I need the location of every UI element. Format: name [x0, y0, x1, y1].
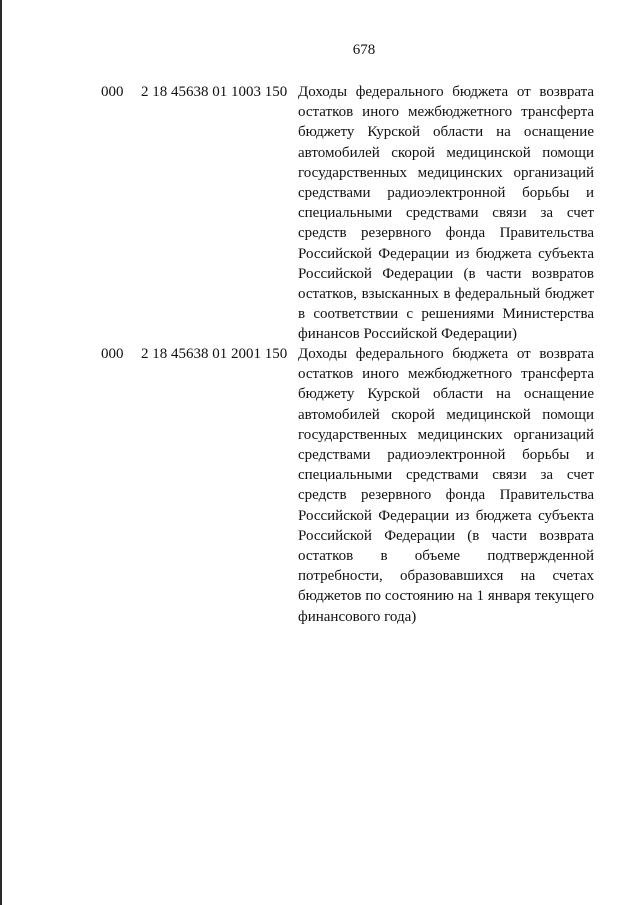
description-line: автомобилей скорой медицинской помощи [298, 144, 594, 161]
description-line: специальными средствами связи за счет [298, 467, 594, 484]
description-line: Российской Федерации (в части возвратов [298, 265, 594, 282]
description-line: Российской Федерации (в части возврата [298, 527, 594, 544]
description-line: остатков в объеме подтвержденной [298, 548, 594, 565]
description-line: государственных медицинских организаций [298, 426, 594, 443]
description-line: специальными средствами связи за счет [298, 205, 594, 222]
description-line: Российской Федерации из бюджета субъекта [298, 245, 594, 262]
description-line: средствами радиоэлектронной борьбы и [298, 447, 594, 464]
income-description [298, 344, 594, 627]
description-line: Доходы федерального бюджета от возврата [298, 84, 594, 100]
page-number: 678 [352, 42, 376, 58]
description-line: остатков иного межбюджетного трансферта [298, 104, 594, 121]
description-line: остатков, взысканных в федеральный бюджет [298, 286, 594, 303]
description-line: автомобилей скорой медицинской помощи [298, 406, 594, 423]
administrator-code: 000 [101, 84, 124, 100]
description-line: средств резервного фонда Правительства [298, 487, 594, 504]
budget-classification-code: 2 18 45638 01 2001 150 [141, 346, 288, 362]
description-line: финансового года) [298, 608, 417, 625]
income-description [298, 82, 594, 345]
description-line: бюджету Курской области на оснащение [298, 386, 594, 403]
description-line: финансов Российской Федерации) [298, 326, 517, 343]
income-code-entry [0, 82, 640, 344]
description-line: в соответствии с решениями Министерства [298, 306, 594, 323]
description-line: Российской Федерации из бюджета субъекта [298, 507, 594, 524]
description-line: потребности, образовавшихся на счетах [298, 568, 594, 585]
description-line: Доходы федерального бюджета от возврата [298, 346, 594, 362]
description-line: средствами радиоэлектронной борьбы и [298, 185, 594, 202]
administrator-code: 000 [101, 346, 124, 362]
income-codes-list [0, 82, 640, 644]
description-line: бюджету Курской области на оснащение [298, 124, 594, 141]
income-code-entry [0, 344, 640, 644]
description-line: средств резервного фонда Правительства [298, 225, 594, 242]
description-line: остатков иного межбюджетного трансферта [298, 366, 594, 383]
description-line: государственных медицинских организаций [298, 164, 594, 181]
description-line: бюджетов по состоянию на 1 января текущего [298, 588, 594, 605]
budget-classification-code: 2 18 45638 01 1003 150 [141, 84, 288, 100]
